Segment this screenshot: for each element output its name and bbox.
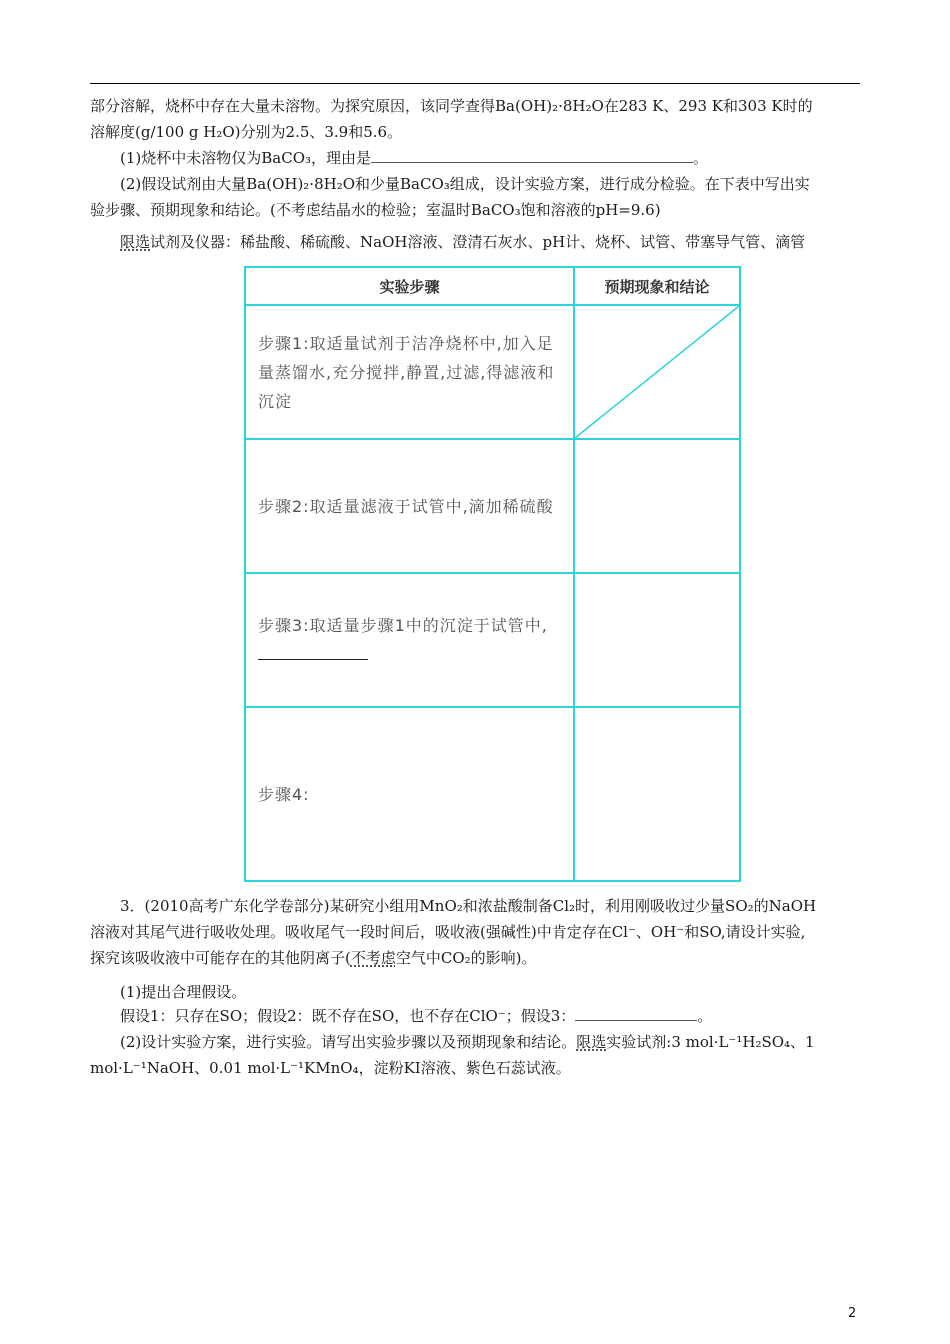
question-2-line-2: 验步骤、预期现象和结论。(不考虑结晶水的检验；室温时BaCO₃饱和溶液的pH=9.6) [90, 201, 661, 219]
question-3-sub-2 [120, 1032, 865, 1052]
question-1-text: (1)烧杯中未溶物仅为BaCO₃，理由是 [120, 149, 372, 167]
step-3-cell [245, 573, 574, 707]
diagonal-slash [575, 306, 739, 438]
question-3-sub-2-line-2: mol·L⁻¹NaOH、0.01 mol·L⁻¹KMnO₄，淀粉KI溶液、紫色石蕊试液。 [90, 1059, 571, 1077]
answer-blank-1[interactable] [371, 148, 693, 163]
hypothesis-line [120, 1006, 865, 1026]
hypothesis-end: 。 [697, 1007, 713, 1025]
question-3-line-3 [90, 948, 865, 968]
sub-2-text-a: (2)设计实验方案，进行实验。请写出实验步骤以及预期现象和结论。 [120, 1033, 577, 1051]
intro-line-1: 部分溶解，烧杯中存在大量未溶物。为探究原因，该同学查得Ba(OH)₂·8H₂O在283 K、293 K和303 K时的 [90, 97, 813, 115]
question-1 [120, 148, 865, 168]
step-3-blank[interactable] [258, 641, 368, 660]
sub-2-text-b: 实验试剂:3 mol·L⁻¹H₂SO₄、1 [606, 1033, 815, 1051]
question-3-line-2: 溶液对其尾气进行吸收处理。吸收尾气一段时间后，吸收液(强碱性)中肯定存在Cl⁻、OH⁻和SO,请设计实验, [90, 923, 806, 941]
step-4-cell[interactable]: 步骤4: [245, 707, 574, 881]
step-1-conclusion [574, 305, 740, 439]
step-1-cell: 步骤1:取适量试剂于洁净烧杯中,加入足量蒸馏水,充分搅拌,静置,过滤,得滤液和沉淀 [245, 305, 574, 439]
header-steps: 实验步骤 [245, 267, 574, 305]
hypothesis-text: 假设1：只存在SO；假设2：既不存在SO，也不存在ClO⁻；假设3： [120, 1007, 576, 1025]
header-conclusion: 预期现象和结论 [574, 267, 740, 305]
experiment-table [244, 266, 741, 882]
question-3-emphasis: 不考虑 [350, 949, 396, 967]
reagents-text: 试剂及仪器：稀盐酸、稀硫酸、NaOH溶液、澄清石灰水、pH计、烧杯、试管、带塞导气管、滴管 [150, 233, 806, 251]
sub-2-emphasis: 限选 [576, 1033, 607, 1051]
reagents-line [120, 232, 865, 252]
question-3-text-b: 空气中CO₂的影响)。 [395, 949, 537, 967]
header-rule [90, 83, 860, 84]
hypothesis-3-blank[interactable] [575, 1006, 697, 1021]
step-2-conclusion[interactable] [574, 439, 740, 573]
step-3-text: 步骤3:取适量步骤1中的沉淀于试管中, [258, 616, 548, 635]
step-3-conclusion[interactable] [574, 573, 740, 707]
question-2-line-1: (2)假设试剂由大量Ba(OH)₂·8H₂O和少量BaCO₃组成，设计实验方案，进行成分检验。在下表中写出实 [120, 175, 810, 193]
intro-line-2: 溶解度(g/100 g H₂O)分别为2.5、3.9和5.6。 [90, 123, 403, 141]
question-3-line-1: 3．(2010高考广东化学卷部分)某研究小组用MnO₂和浓盐酸制备Cl₂时，利用刚吸收过少量SO₂的NaOH [120, 897, 817, 915]
step-2-cell: 步骤2:取适量滤液于试管中,滴加稀硫酸 [245, 439, 574, 573]
reagents-label: 限选 [120, 233, 151, 251]
question-1-end: 。 [693, 149, 709, 167]
page-number: 2 [848, 1306, 857, 1321]
question-3-text-a: 探究该吸收液中可能存在的其他阴离子( [90, 949, 351, 967]
step-4-conclusion[interactable] [574, 707, 740, 881]
question-3-sub-1: (1)提出合理假设。 [120, 983, 247, 1001]
